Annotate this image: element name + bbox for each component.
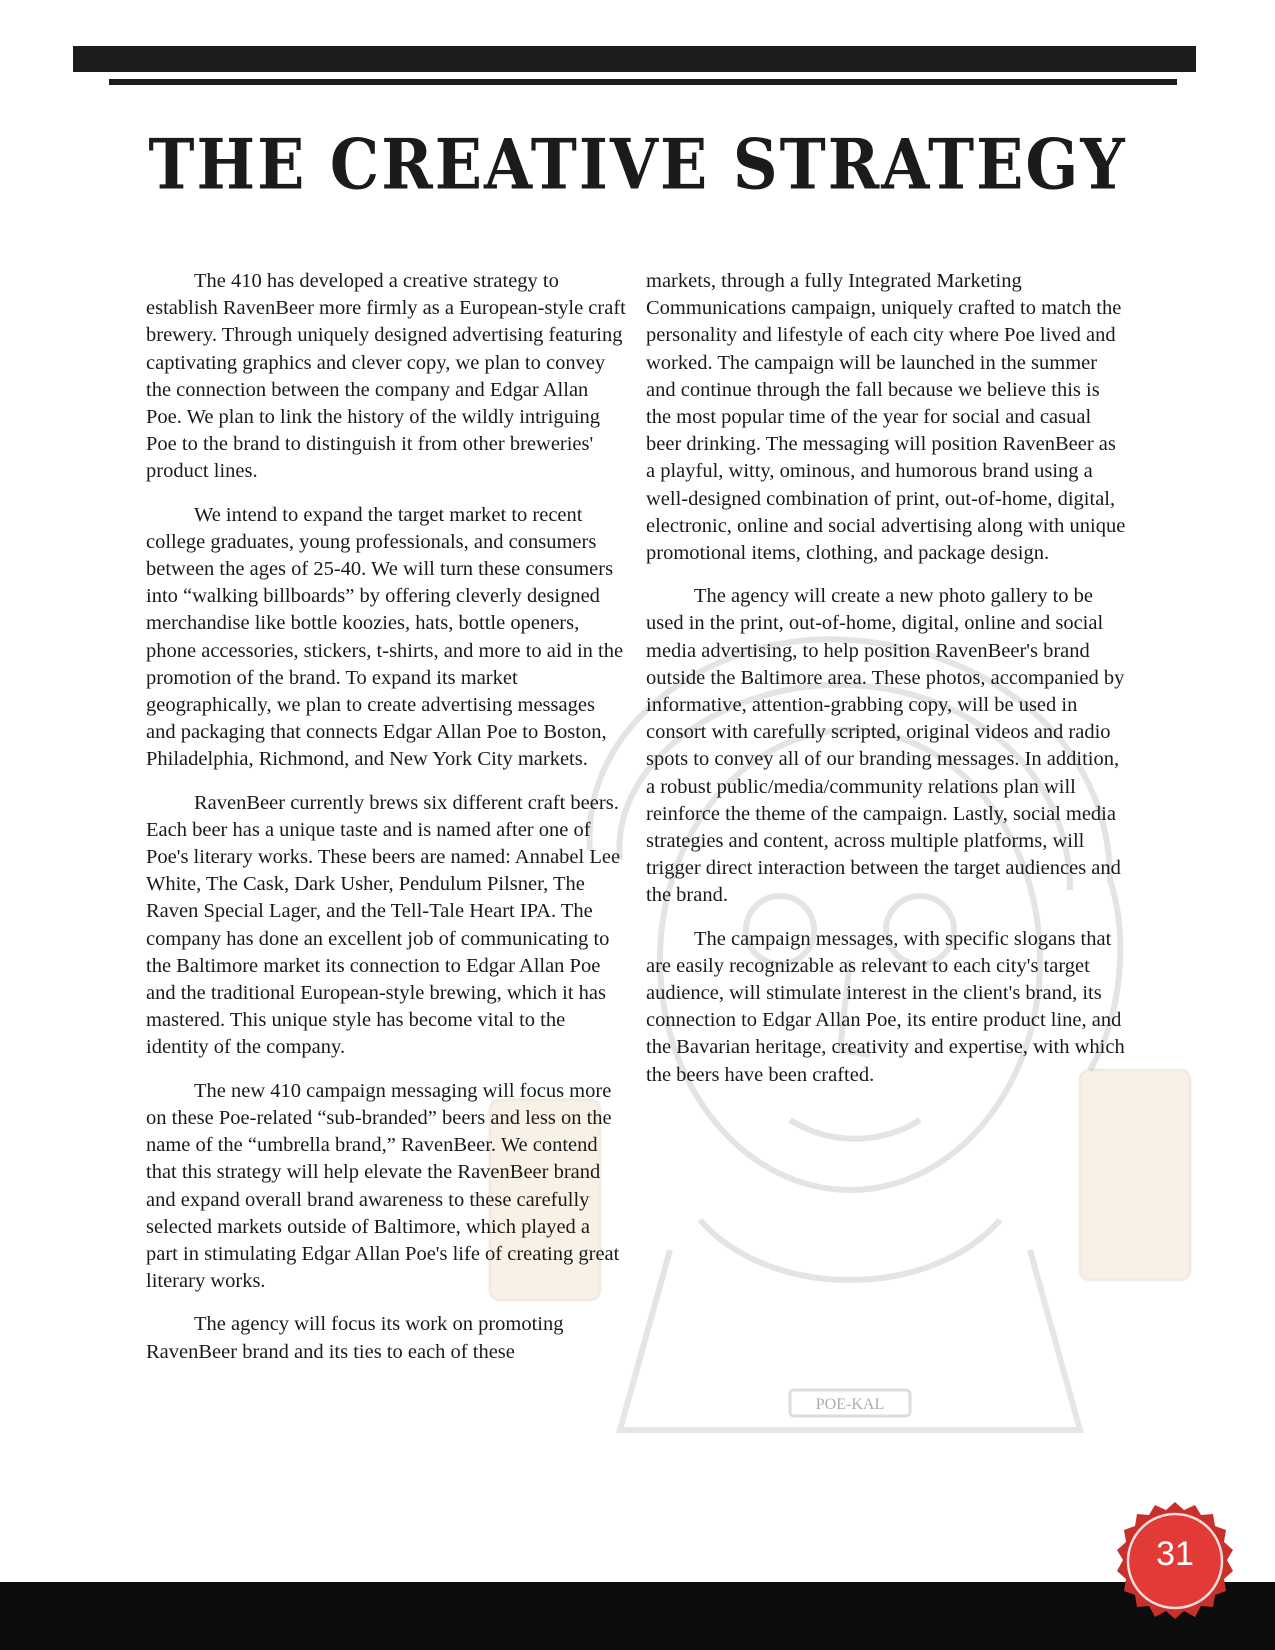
header-thick-bar: [73, 46, 1196, 72]
paragraph-continuation: markets, through a fully Integrated Marketing Communications campaign, uniquely crafted to match the personality and lifestyle of each city where Poe lived and worked. The campaign will be launched in the summer and continue through the fall because we believe this is the most popular time of the year for social and casual beer drinking. The messaging will position RavenBeer as a playful, witty, ominous, and humorous brand using a well-designed combination of print, out-of-home, digital, electronic, online and social advertising along with unique promotional items, clothing, and package design.: [646, 270, 1126, 565]
watermark-label: POE-KAL: [815, 1396, 885, 1413]
paragraph: RavenBeer currently brews six different craft beers. Each beer has a unique taste and is named after one of Poe's literary works. These beers are named: Annabel Lee White, The Cask, Dark Usher, Pendulum Pilsner, The Raven Special Lager, and the Tell-Tale Heart IPA. The company has done an excellent job of communicating to the Baltimore market its connection to Edgar Allan Poe and the traditional European-style brewing, which it has mastered. This unique style has become vital to the identity of the company.: [146, 791, 621, 1059]
footer-bar: [0, 1582, 1275, 1650]
paragraph: We intend to expand the target market to recent college graduates, young professionals, and consumers between the ages of 25-40. We will turn these consumers into “walking billboards” by offering cleverly designed merchandise like bottle koozies, hats, bottle openers, phone accessories, stickers, t-shirts, and more to aid in the promotion of the brand. To expand its market geographically, we plan to create advertising messages and packaging that connects Edgar Allan Poe to Boston, Philadelphia, Richmond, and New York City markets.: [146, 503, 624, 771]
right-column: [646, 268, 1126, 1105]
page-number: 31: [1156, 1535, 1194, 1573]
paragraph: The agency will focus its work on promoting RavenBeer brand and its ties to each of these: [146, 1313, 564, 1363]
paragraph: The 410 has developed a creative strategy to establish RavenBeer more firmly as a European-style craft brewery. Through uniquely designed advertising featuring captivating graphics and clever copy, we plan to convey the connection between the company and Edgar Allan Poe. We plan to link the history of the wildly intriguing Poe to the brand to distinguish it from other breweries' product lines.: [146, 270, 626, 483]
header-thin-bar: [109, 79, 1177, 85]
left-column: [146, 268, 626, 1382]
page-title: THE CREATIVE STRATEGY: [148, 123, 1127, 206]
paragraph: The campaign messages, with specific slogans that are easily recognizable as relevant to each city's target audience, will stimulate interest in the client's brand, its connection to Edgar Allan Poe, its entire product line, and the Bavarian heritage, creativity and expertise, with which the beers have been crafted.: [646, 927, 1125, 1086]
paragraph: The new 410 campaign messaging will focus more on these Poe-related “sub-branded” beers and less on the name of the “umbrella brand,” RavenBeer. We contend that this strategy will help elevate the RavenBeer brand and expand overall brand awareness to these carefully selected markets outside of Baltimore, which played a part in stimulating Edgar Allan Poe's life of creating great literary works.: [146, 1079, 620, 1293]
paragraph: The agency will create a new photo gallery to be used in the print, out-of-home, digital, online and social media advertising, to help position RavenBeer's brand outside the Baltimore area. These photos, accompanied by informative, attention-grabbing copy, will be used in consort with carefully scripted, original videos and radio spots to convey all of our branding messages. In addition, a robust public/media/community relations plan will reinforce the theme of the campaign. Lastly, social media strategies and content, across multiple platforms, will trigger direct interaction between the target audiences and the brand.: [646, 585, 1125, 907]
